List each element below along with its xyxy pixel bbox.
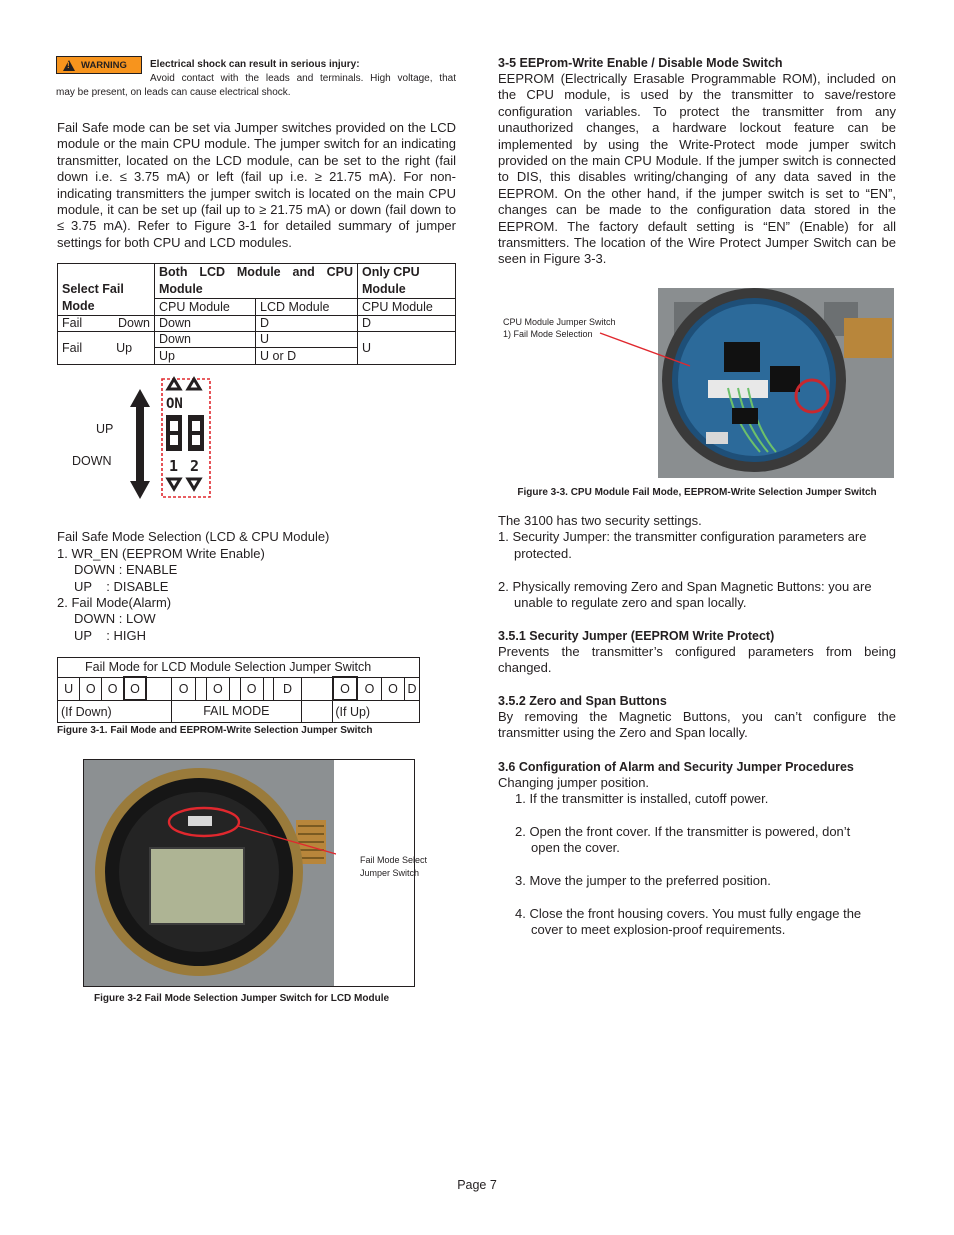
table2-cell: O	[80, 677, 102, 700]
table2-if-down: (If Down)	[58, 700, 172, 723]
lcd-module-photo	[84, 760, 428, 986]
section-3-5-heading: 3-5 EEProm-Write Enable / Disable Mode Switch	[498, 56, 783, 70]
up-down-arrow-icon	[130, 389, 150, 499]
sub-lcd-module: LCD Module	[256, 299, 358, 316]
table2-cell: O	[357, 677, 381, 700]
warning-title: Electrical shock can result in serious injury:	[150, 59, 360, 70]
step-3: 3. Move the jumper to the preferred position.	[515, 873, 771, 888]
row-fail-down-label: Fail Down	[58, 316, 155, 332]
figure-3-2-image	[83, 759, 428, 987]
row-fail-down-lcd: D	[256, 316, 358, 332]
jumper-num-1: 1	[169, 457, 179, 475]
row-fail-down-only: D	[358, 316, 456, 332]
selection-item1-up: UP : DISABLE	[74, 579, 169, 594]
step-1: 1. If the transmitter is installed, cutoff power.	[515, 791, 769, 806]
security-item2-a: 2. Physically removing Zero and Span Magnetic Buttons: you are	[498, 579, 872, 594]
selection-item1-down: DOWN : ENABLE	[74, 562, 178, 577]
jumper-num-2: 2	[190, 457, 200, 475]
table2-cell: O	[333, 677, 357, 700]
row-fail-up-cpu-a: Down	[155, 332, 256, 348]
section-3-5-2-heading: 3.5.2 Zero and Span Buttons	[498, 694, 667, 708]
chevron-down-icon	[168, 479, 180, 489]
jumper-switch-diagram	[124, 375, 216, 511]
table2-cell	[196, 677, 207, 700]
section-3-5-2-body: By removing the Magnetic Buttons, you can’t configure the transmitter using the Zero and Span locally.	[498, 709, 896, 741]
jumper-up-label: UP	[96, 422, 114, 436]
table2-cell: U	[58, 677, 80, 700]
row-fail-up-cpu-b: Up	[155, 348, 256, 365]
step-2-b: open the cover.	[531, 840, 620, 855]
table2-cell	[263, 677, 274, 700]
section-3-6-intro: Changing jumper position.	[498, 775, 650, 790]
selection-item2: 2. Fail Mode(Alarm)	[57, 595, 172, 610]
table2-cell: O	[102, 677, 124, 700]
fig32-callout-1: Fail Mode Select	[360, 855, 428, 865]
table2-spacer	[301, 700, 333, 723]
table2-cell: O	[124, 677, 146, 700]
warning-badge-label: WARNING	[81, 59, 127, 71]
table2-cell: O	[206, 677, 229, 700]
table2-cell	[146, 677, 171, 700]
chevron-down-icon	[188, 479, 200, 489]
table2-if-up: (If Up)	[333, 700, 420, 723]
section-3-5-body: EEPROM (Electrically Erasable Programmable ROM), included on the CPU module, is used by the transmitter to save/restore configuration variables. To protect the transmitter from any unauthorized changes, a hardware lockout feature can be implemented by using the Write-Protect mode jumper switch provided on the main CPU Module. If the jumper switch is connected to DIS, this disables writing/changing of any data saved in the EEPROM. On the other hand, if the jumper switch is set to “EN”, changes can be made to the configuration data stored in the EEPROM. The factory default setting is “EN” (Enable) for all transmitters. The location of the Wire Protect Jumper Switch can be seen in Figure 3-3.	[498, 71, 896, 267]
col-only-cpu: Only CPU Module	[358, 264, 456, 299]
table2-cell: D	[405, 677, 420, 700]
figure-3-3-caption: Figure 3-3. CPU Module Fail Mode, EEPROM-Write Selection Jumper Switch	[517, 487, 877, 498]
chevron-up-icon	[188, 379, 200, 389]
intro-paragraph: Fail Safe mode can be set via Jumper switches provided on the LCD module or the main CPU module. The jumper switch for an indicating transmitter, located on the LCD module, can be set to the right (fail down i.e. ≤ 3.75 mA) or left (fail up i.e. ≥ 21.75 mA). For non-indicating transmitters the jumper switch is located on the main CPU module, it can be set up (fail up to ≥ 21.75 mA) or down (fail down to ≤ 3.75 mA). Refer to Figure 3-1 for detailed summary of jumper settings for both CPU and LCD modules.	[57, 120, 456, 250]
table2-header: Fail Mode for LCD Module Selection Jumper Switch	[58, 658, 420, 678]
section-3-5-1-heading: 3.5.1 Security Jumper (EEPROM Write Protect)	[498, 629, 775, 643]
security-item2-b: unable to regulate zero and span locally.	[514, 595, 747, 610]
selection-item2-up: UP : HIGH	[74, 628, 146, 643]
fig33-callout-2: 1) Fail Mode Selection	[503, 329, 593, 339]
security-item1-b: protected.	[514, 546, 572, 561]
table2-fail-mode: FAIL MODE	[171, 700, 301, 723]
figure-3-2-caption: Figure 3-2 Fail Mode Selection Jumper Switch for LCD Module	[94, 993, 390, 1004]
selection-item2-down: DOWN : LOW	[74, 611, 156, 626]
jumper-down-label: DOWN	[72, 454, 112, 468]
step-4-a: 4. Close the front housing covers. You must fully engage the	[515, 906, 862, 921]
warning-body-line1: Avoid contact with the leads and terminals. High voltage, that	[150, 73, 456, 84]
row-fail-up-only: U	[358, 332, 456, 365]
figure-3-3-image	[498, 288, 896, 478]
lcd-jumper-table	[57, 657, 420, 723]
fig33-callout-1: CPU Module Jumper Switch	[503, 317, 616, 327]
table2-cell	[229, 677, 240, 700]
fig32-callout-2: Jumper Switch	[360, 868, 420, 878]
selection-item1: 1. WR_EN (EEPROM Write Enable)	[57, 546, 265, 561]
table2-cell: O	[381, 677, 404, 700]
row-fail-up-label: Fail Up	[58, 332, 155, 365]
warning-body-line2: may be present, on leads can cause electrical shock.	[56, 87, 291, 98]
row-fail-up-lcd-a: U	[256, 332, 358, 348]
selection-title: Fail Safe Mode Selection (LCD & CPU Module)	[57, 529, 330, 544]
col-select-fail-mode: Select Fail Mode	[58, 264, 155, 316]
step-4-b: cover to meet explosion-proof requirements.	[531, 922, 786, 937]
table2-cell	[301, 677, 333, 700]
section-3-6-heading: 3.6 Configuration of Alarm and Security Jumper Procedures	[498, 760, 854, 774]
warning-badge	[56, 56, 142, 74]
page-number: Page 7	[457, 1178, 497, 1192]
table2-cell: O	[240, 677, 263, 700]
warning-triangle-icon	[63, 60, 75, 71]
fail-mode-table	[57, 263, 456, 365]
row-fail-up-lcd-b: U or D	[256, 348, 358, 365]
col-both-modules: Both LCD Module and CPU Module	[155, 264, 358, 299]
security-item1-a: 1. Security Jumper: the transmitter configuration parameters are	[498, 529, 867, 544]
chevron-up-icon	[168, 379, 180, 389]
table2-cell: D	[274, 677, 301, 700]
table2-cell: O	[171, 677, 195, 700]
sub-cpu-module-2: CPU Module	[358, 299, 456, 316]
jumper-on-label: ON	[166, 396, 183, 412]
step-2-a: 2. Open the front cover. If the transmitter is powered, don’t	[515, 824, 851, 839]
figure-3-1-caption: Figure 3-1. Fail Mode and EEPROM-Write Selection Jumper Switch	[57, 725, 373, 736]
sub-cpu-module: CPU Module	[155, 299, 256, 316]
section-3-5-1-body: Prevents the transmitter’s configured parameters from being changed.	[498, 644, 896, 676]
table2-cells-row	[58, 677, 420, 700]
security-intro: The 3100 has two security settings.	[498, 513, 702, 528]
row-fail-down-cpu: Down	[155, 316, 256, 332]
